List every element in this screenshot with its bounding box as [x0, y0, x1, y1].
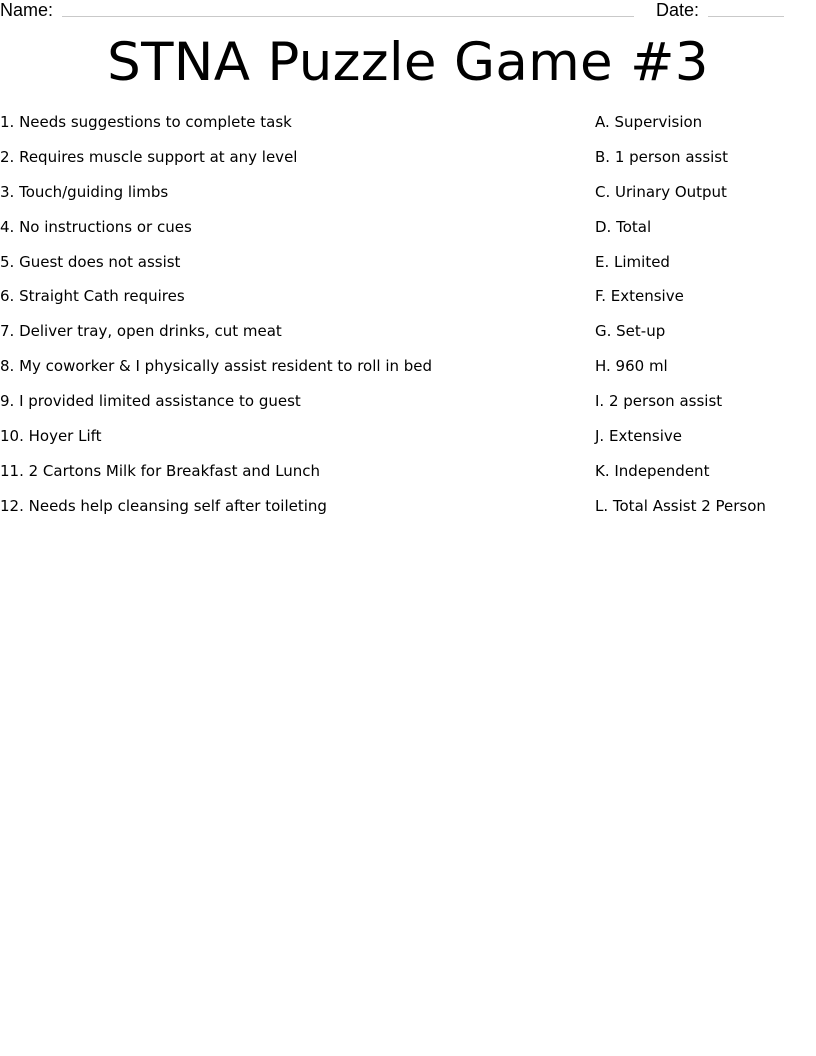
answer-item: J. Extensive [595, 427, 683, 446]
question-item: 12. Needs help cleansing self after toileting [0, 496, 327, 515]
answer-list [595, 112, 805, 531]
question-item: 7. Deliver tray, open drinks, cut meat [0, 322, 282, 341]
question-item: 9. I provided limited assistance to guest [0, 392, 301, 411]
page-title: STNA Puzzle Game #3 [107, 32, 709, 93]
answer-item: C. Urinary Output [595, 182, 727, 201]
answer-item: B. 1 person assist [595, 147, 729, 166]
answer-item: F. Extensive [595, 287, 684, 306]
question-item: 6. Straight Cath requires [0, 287, 185, 306]
worksheet-header [0, 0, 816, 24]
question-item: 3. Touch/guiding limbs [0, 182, 169, 201]
name-label: Name: [0, 0, 54, 20]
question-item: 8. My coworker & I physically assist resident to roll in bed [0, 357, 433, 376]
answer-item: I. 2 person assist [595, 392, 723, 411]
question-item: 4. No instructions or cues [0, 217, 192, 236]
date-label: Date: [656, 0, 700, 20]
question-list [0, 112, 570, 531]
question-item: 2. Requires muscle support at any level [0, 147, 298, 166]
answer-item: A. Supervision [595, 113, 703, 131]
question-item: 1. Needs suggestions to complete task [0, 113, 292, 131]
question-item: 11. 2 Cartons Milk for Breakfast and Lunch [0, 461, 321, 480]
answer-item: D. Total [595, 217, 652, 236]
question-item: 10. Hoyer Lift [0, 427, 102, 446]
answer-item: H. 960 ml [595, 357, 668, 376]
answer-item: E. Limited [595, 252, 670, 271]
question-item: 5. Guest does not assist [0, 252, 181, 271]
answer-item: K. Independent [595, 461, 710, 480]
answer-item: L. Total Assist 2 Person [595, 496, 766, 515]
date-field[interactable] [708, 16, 784, 17]
answer-item: G. Set-up [595, 322, 666, 341]
name-field[interactable] [62, 16, 634, 17]
